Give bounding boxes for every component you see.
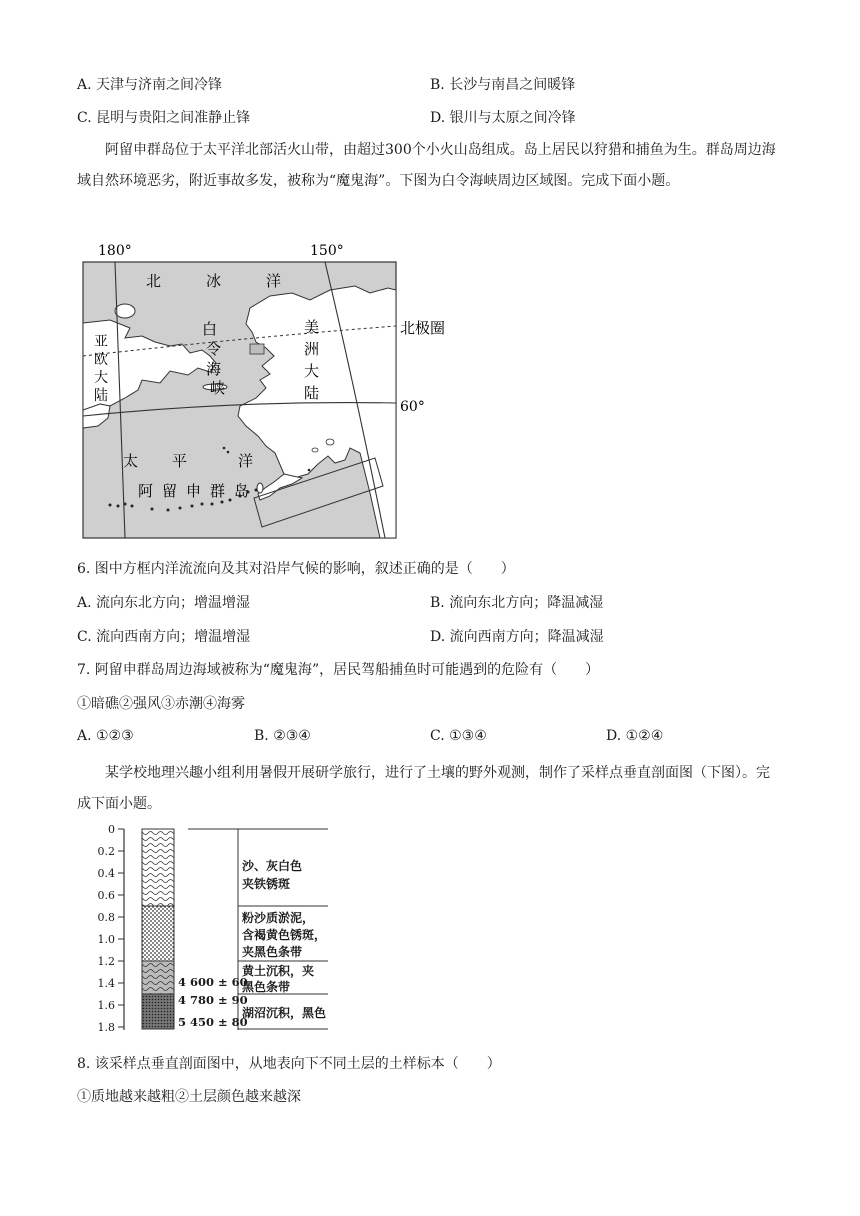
bering-char-3: 海 <box>206 360 222 378</box>
america-char-3: 大 <box>304 362 320 380</box>
question-7-stem: 7. 阿留申群岛周边海域被称为“魔鬼海”，居民驾船捕鱼时可能遇到的危险有（ ） <box>77 662 600 678</box>
age-label-1: 4 600 ± 60 <box>178 975 248 989</box>
aleutian-char-4: 群 <box>210 482 226 500</box>
option-6d: D. 流向西南方向；降温减湿 <box>430 629 604 645</box>
bering-char-4: 峡 <box>210 379 226 397</box>
arctic-ocean-char-3: 洋 <box>266 272 282 290</box>
option-6a: A. 流向东北方向；增温增湿 <box>77 595 251 611</box>
bering-strait-map <box>70 238 470 543</box>
passage-aleutian: 阿留申群岛位于太平洋北部活火山带，由超过300个小火山岛组成。岛上居民以狩猎和捕鱼为生。群岛周边海域自然环境恶劣，附近事故多发，被称为“魔鬼海”。下图为白令海峡周边区域图。完成下面小题。 <box>77 142 776 189</box>
depth-tick-3: 0.6 <box>97 889 115 902</box>
lon-180-label: 180° <box>98 243 132 259</box>
america-char-1: 美 <box>304 318 320 336</box>
depth-tick-5: 1.0 <box>97 933 115 946</box>
option-7d: D. ①②④ <box>606 728 664 744</box>
lat-60-label: 60° <box>400 399 425 415</box>
lon-150-label: 150° <box>310 243 344 259</box>
bering-char-2: 令 <box>206 340 222 358</box>
depth-tick-4: 0.8 <box>97 911 115 924</box>
passage-soil: 某学校地理兴趣小组利用暑假开展研学旅行，进行了土壤的野外观测，制作了采样点垂直剖面图（下图）。完成下面小题。 <box>77 765 770 812</box>
bering-char-1: 白 <box>202 320 218 338</box>
age-label-3: 5 450 ± 80 <box>178 1015 248 1029</box>
depth-tick-9: 1.8 <box>97 1021 115 1034</box>
depth-tick-8: 1.6 <box>97 999 115 1012</box>
pacific-char-1: 太 <box>123 452 139 470</box>
option-5a: A. 天津与济南之间冷锋 <box>77 77 223 93</box>
option-7c: C. ①③④ <box>430 728 487 744</box>
depth-tick-0: 0 <box>108 823 115 836</box>
aleutian-char-3: 申 <box>186 482 202 500</box>
eurasia-char-4: 陆 <box>94 388 108 404</box>
aleutian-char-1: 阿 <box>138 482 154 500</box>
soil-profile-diagram <box>88 818 338 1038</box>
pacific-char-2: 平 <box>172 452 188 470</box>
option-7a: A. ①②③ <box>77 728 134 744</box>
arctic-ocean-char-1: 北 <box>146 272 162 290</box>
depth-tick-7: 1.4 <box>97 977 115 990</box>
depth-tick-6: 1.2 <box>97 955 115 968</box>
option-6b: B. 流向东北方向；降温减湿 <box>430 595 604 611</box>
age-label-2: 4 780 ± 90 <box>178 993 248 1007</box>
depth-tick-1: 0.2 <box>97 845 115 858</box>
aleutian-char-2: 留 <box>162 482 178 500</box>
option-7b: B. ②③④ <box>254 728 311 744</box>
option-6c: C. 流向西南方向；增温增湿 <box>77 629 251 645</box>
arctic-ocean-char-2: 冰 <box>206 272 222 290</box>
layer-2-line-2: 含褐黄色锈斑， <box>242 928 327 942</box>
eurasia-char-2: 欧 <box>94 352 108 368</box>
america-char-4: 陆 <box>304 384 320 402</box>
america-char-2: 洲 <box>304 340 320 358</box>
layer-2-line-1: 粉沙质淤泥， <box>242 911 315 925</box>
aleutian-char-5: 岛 <box>234 482 250 500</box>
pacific-char-3: 洋 <box>238 452 254 470</box>
depth-tick-2: 0.4 <box>97 867 115 880</box>
question-6-stem: 6. 图中方框内洋流流向及其对沿岸气候的影响，叙述正确的是（ ） <box>77 561 515 577</box>
question-7-items: ①暗礁②强风③赤潮④海雾 <box>77 696 245 712</box>
question-8-stem: 8. 该采样点垂直剖面图中，从地表向下不同土层的土样标本（ ） <box>77 1056 501 1072</box>
layer-3-line-2: 黑色条带 <box>242 980 291 994</box>
eurasia-char-3: 大 <box>94 370 108 386</box>
option-5c: C. 昆明与贵阳之间准静止锋 <box>77 110 251 126</box>
layer-4-line-1: 湖沼沉积，黑色 <box>242 1006 327 1020</box>
option-5b: B. 长沙与南昌之间暖锋 <box>430 77 576 93</box>
eurasia-char-1: 亚 <box>94 334 108 350</box>
layer-2-line-3: 夹黑色条带 <box>242 945 303 959</box>
arctic-circle-label: 北极圈 <box>400 319 446 337</box>
option-5d: D. 银川与太原之间冷锋 <box>430 110 576 126</box>
layer-1-line-1: 沙、灰白色 <box>242 859 303 873</box>
layer-3-line-1: 黄土沉积，夹 <box>242 964 315 978</box>
layer-1-line-2: 夹铁锈斑 <box>242 877 291 891</box>
question-8-items: ①质地越来越粗②土层颜色越来越深 <box>77 1089 301 1105</box>
